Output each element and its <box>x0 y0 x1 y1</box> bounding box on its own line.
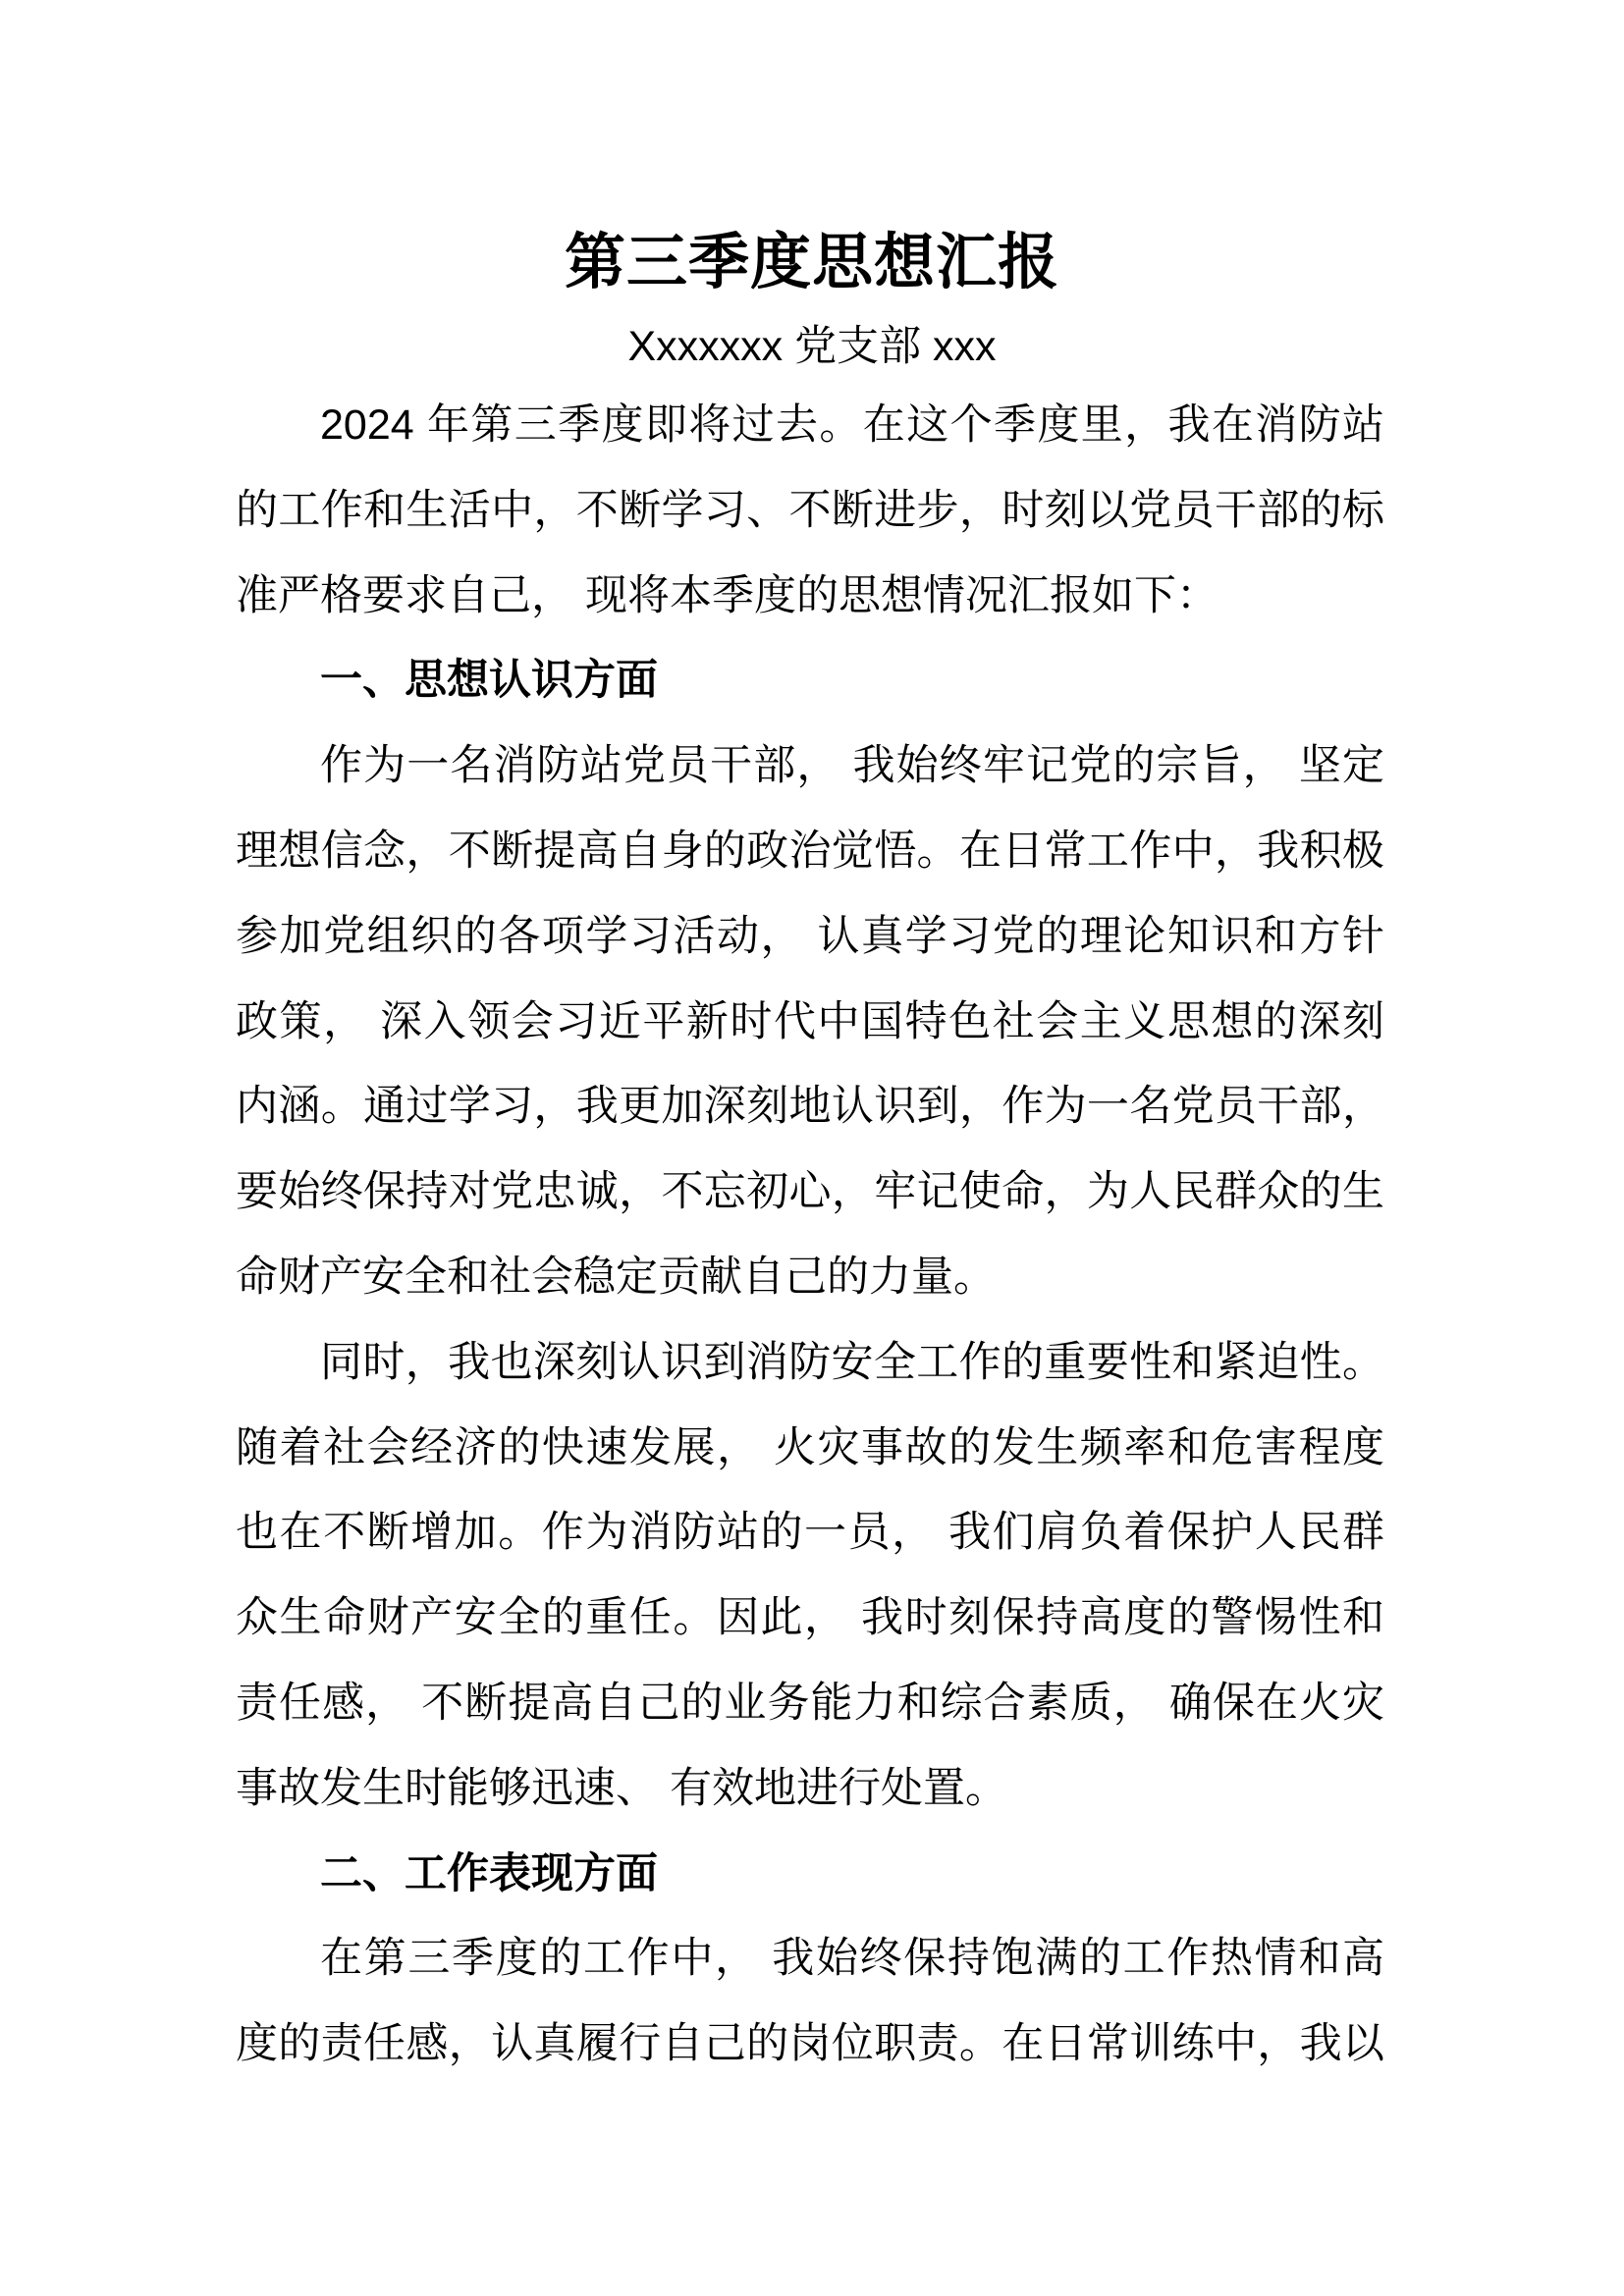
paragraph <box>236 1916 1384 2087</box>
text-line: 责任感， 不断提高自己的业务能力和综合素质， 确保在火灾 <box>236 1679 1384 1727</box>
paragraph <box>236 1320 1384 1832</box>
text-line: 度的责任感，认真履行自己的岗位职责。在日常训练中，我以 <box>236 2020 1384 2068</box>
text-line: 理想信念，不断提高自身的政治觉悟。在日常工作中，我积极 <box>236 827 1384 875</box>
document-subtitle: Xxxxxxx 党支部 xxx <box>627 323 997 370</box>
paragraph <box>236 383 1384 638</box>
paragraph <box>236 723 1384 1320</box>
text-line: 同时，我也深刻认识到消防安全工作的重要性和紧迫性。 <box>320 1338 1384 1386</box>
text-line: 众生命财产安全的重任。因此， 我时刻保持高度的警惕性和 <box>236 1594 1384 1642</box>
text-line: 也在不断增加。作为消防站的一员， 我们肩负着保护人民群 <box>236 1509 1384 1557</box>
text-line: 随着社会经济的快速发展， 火灾事故的发生频率和危害程度 <box>236 1423 1384 1471</box>
text-line: 参加党组织的各项学习活动， 认真学习党的理论知识和方针 <box>236 912 1384 960</box>
text-line: 内涵。通过学习，我更加深刻地认识到，作为一名党员干部， <box>236 1083 1384 1131</box>
document-title: 第三季度思想汇报 <box>564 229 1059 296</box>
document-body <box>236 383 1384 2087</box>
text-line: 准严格要求自己， 现将本季度的思想情况汇报如下： <box>236 571 1218 619</box>
text-line: 政策， 深入领会习近平新时代中国特色社会主义思想的深刻 <box>236 997 1384 1045</box>
section-heading: 一、思想认识方面 <box>320 657 658 705</box>
text-line: 命财产安全和社会稳定贡献自己的力量。 <box>236 1253 996 1301</box>
section-heading: 二、工作表现方面 <box>320 1849 658 1897</box>
text-line: 在第三季度的工作中， 我始终保持饱满的工作热情和高 <box>320 1935 1384 1983</box>
text-line: 作为一名消防站党员干部， 我始终牢记党的宗旨， 坚定 <box>320 742 1384 790</box>
text-line: 的工作和生活中，不断学习、不断进步，时刻以党员干部的标 <box>236 486 1384 534</box>
text-line: 要始终保持对党忠诚，不忘初心，牢记使命，为人民群众的生 <box>236 1168 1384 1216</box>
text-line: 2024 年第三季度即将过去。在这个季度里，我在消防站 <box>320 401 1384 449</box>
text-line: 事故发生时能够迅速、 有效地进行处置。 <box>236 1764 1007 1812</box>
